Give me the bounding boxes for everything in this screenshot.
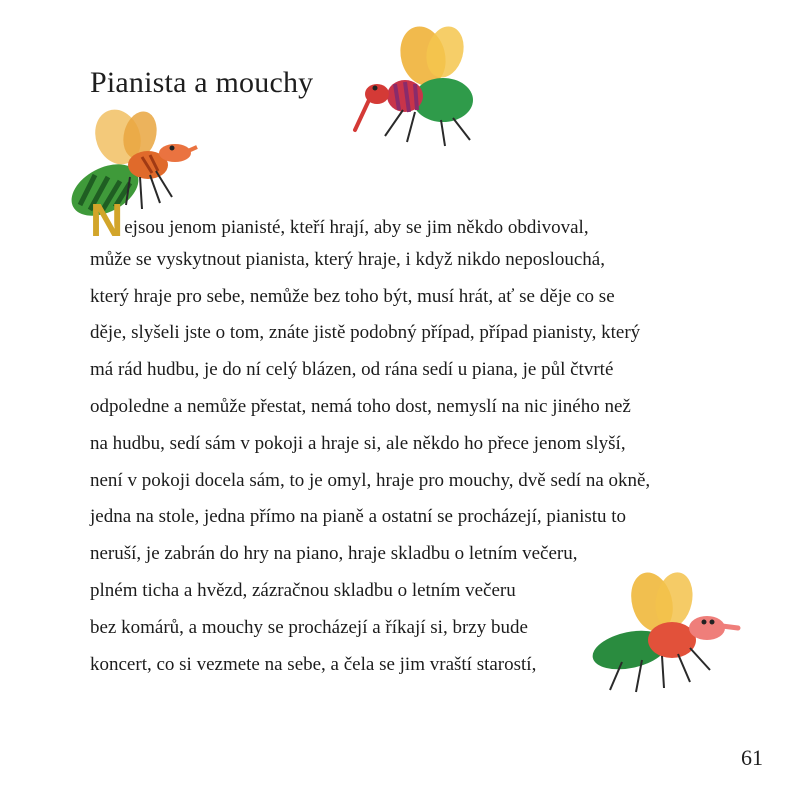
page-title: Pianista a mouchy — [90, 66, 314, 99]
text-line: na hudbu, sedí sám v pokoji a hraje si, ale někdo ho přece jenom slyší, — [90, 432, 626, 454]
text-line: může se vyskytnout pianista, který hraje, i když nikdo neposlouchá, — [90, 248, 605, 270]
text-line: jedna na stole, jedna přímo na pianě a ostatní se procházejí, pianistu to — [90, 506, 627, 528]
text-line: není v pokoji docela sám, to je omyl, hraje pro mouchy, dvě sedí na okně, — [90, 469, 651, 491]
text-line: odpoledne a nemůže přestat, nemá toho dost, nemyslí na nic jiného než — [90, 395, 631, 417]
text-line: má rád hudbu, je do ní celý blázen, od rána sedí u piana, je půl čtvrté — [90, 359, 614, 381]
page-number: 61 — [741, 745, 763, 770]
text-line: který hraje pro sebe, nemůže bez toho být, musí hrát, ať se děje co se — [90, 285, 615, 307]
text-line: neruší, je zabrán do hry na piano, hraje skladbu o letním večeru, — [90, 543, 578, 565]
fly-red-green-icon — [345, 18, 495, 153]
text-line: bez komárů, a mouchy se procházejí a říkají si, brzy bude — [90, 616, 528, 638]
text-line: děje, slyšeli jste o tom, znáte jistě podobný případ, případ pianisty, který — [90, 322, 641, 344]
fly-green-red-icon — [582, 570, 742, 700]
text-line: plném ticha a hvězd, zázračnou skladbu o letním večeru — [90, 579, 516, 601]
text-line: koncert, co si vezmete na sebe, a čela se jim vraští starostí, — [90, 653, 537, 675]
drop-cap: N — [90, 194, 124, 246]
text-line: Nejsou jenom pianisté, kteří hrají, aby se jim někdo obdivoval, — [90, 194, 589, 246]
